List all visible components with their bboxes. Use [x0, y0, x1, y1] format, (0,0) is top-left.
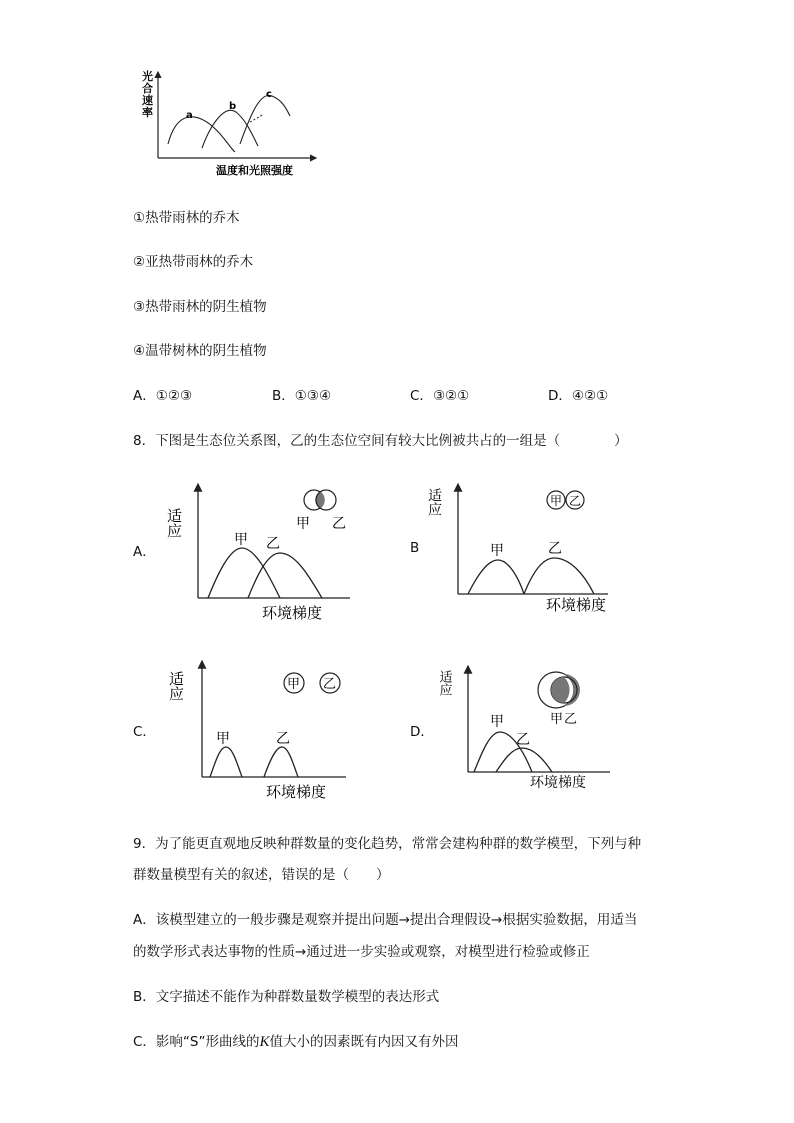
- q9-question-line2: 群数量模型有关的叙述，错误的是（ ）: [133, 867, 390, 883]
- q9-option-c-suffix: 值大小的因素既有内因又有外因: [269, 1034, 459, 1050]
- y-axis-label: 适应: [426, 488, 442, 516]
- y-axis-label: 适应: [165, 508, 183, 538]
- q7-option-b-letter: B．: [272, 388, 295, 404]
- q7-option-d[interactable]: [548, 384, 608, 404]
- q8-option-c-label[interactable]: C．: [133, 724, 156, 740]
- circle-yi-label: 乙: [569, 494, 582, 508]
- k-variable: K: [259, 1034, 270, 1050]
- curve-jia: [468, 560, 524, 594]
- q7-option-c-value: ③②①: [432, 388, 470, 404]
- q8-question: 8．下图是生态位关系图，乙的生态位空间有较大比例被共占的一组是（ ）: [133, 433, 628, 449]
- y-label-3: 速: [142, 94, 153, 107]
- curve-yi: [524, 558, 594, 594]
- overlap-fill: [551, 677, 570, 703]
- x-axis-label: 环境梯度: [262, 604, 323, 622]
- q8-graph-d: [436, 660, 620, 795]
- y-label-4: 率: [142, 106, 153, 119]
- q7-option-d-value: ④②①: [571, 388, 609, 404]
- circle-jia-label: 甲: [550, 712, 564, 727]
- dashed-line: [250, 114, 264, 122]
- photosynthesis-figure: [140, 66, 325, 181]
- curve-label-c: c: [266, 89, 272, 100]
- y-axis-label: 适应: [436, 670, 452, 696]
- q7-item-1: ①热带雨林的乔木: [133, 210, 240, 226]
- q8-option-a-label[interactable]: A．: [133, 544, 156, 560]
- overlap-region: [315, 492, 324, 509]
- circle-yi-label: 乙: [332, 516, 346, 532]
- x-axis-label: 环境梯度: [530, 775, 586, 791]
- curve-yi-label: 乙: [516, 732, 530, 748]
- q8-graph-a: [165, 478, 370, 628]
- curve-yi-label: 乙: [548, 541, 562, 557]
- q7-option-c[interactable]: [410, 384, 469, 404]
- y-label-1: 光: [142, 70, 153, 83]
- q8-graph-b: [428, 478, 628, 618]
- circle-yi-label: 乙: [323, 677, 337, 692]
- curve-yi: [496, 748, 552, 772]
- curve-yi-label: 乙: [276, 731, 290, 747]
- curve-jia-label: 甲: [234, 532, 248, 548]
- circle-jia-label: 甲: [287, 677, 301, 692]
- q7-option-c-letter: C．: [410, 388, 433, 404]
- circle-jia-label: 甲: [296, 516, 310, 532]
- curve-c: [240, 95, 290, 144]
- q9-option-a-line1[interactable]: A．该模型建立的一般步骤是观察并提出问题→提出合理假设→根据实验数据，用适当: [133, 912, 638, 928]
- circle-yi-label: 乙: [564, 712, 578, 727]
- q7-option-a[interactable]: [133, 384, 192, 404]
- q7-option-a-letter: A．: [133, 388, 156, 404]
- y-label-2: 合: [142, 82, 153, 95]
- circle-jia-label: 甲: [550, 494, 563, 508]
- q7-option-b-value: ①③④: [294, 388, 332, 404]
- y-axis-label: 适应: [167, 671, 185, 701]
- q9-option-c[interactable]: [133, 1030, 459, 1051]
- q7-option-d-letter: D．: [548, 388, 572, 404]
- curve-b: [202, 110, 258, 148]
- q7-item-4: ④温带树林的阴生植物: [133, 343, 267, 359]
- q8-option-b-label[interactable]: B: [410, 540, 420, 556]
- q8-graph-c: [167, 655, 360, 805]
- curve-yi: [264, 747, 298, 777]
- curve-jia-label: 甲: [490, 543, 504, 559]
- q9-option-b[interactable]: B．文字描述不能作为种群数量数学模型的表达形式: [133, 989, 440, 1005]
- q7-item-3: ③热带雨林的阴生植物: [133, 299, 267, 315]
- q7-item-2: ②亚热带雨林的乔木: [133, 254, 254, 270]
- x-axis-label: 环境梯度: [546, 596, 607, 614]
- curve-yi-label: 乙: [266, 536, 280, 552]
- curve-jia-label: 甲: [216, 731, 230, 747]
- x-axis-label: 环境梯度: [266, 783, 327, 801]
- curve-jia: [208, 548, 280, 598]
- curve-label-b: b: [229, 101, 237, 112]
- curve-jia-label: 甲: [490, 714, 504, 730]
- q7-option-a-value: ①②③: [155, 388, 193, 404]
- q8-option-d-label[interactable]: D．: [410, 724, 434, 740]
- q9-question-line1: 9．为了能更直观地反映种群数量的变化趋势，常常会建构种群的数学模型，下列与种: [133, 836, 642, 852]
- q7-option-b[interactable]: [272, 384, 331, 404]
- x-axis-label: 温度和光照强度: [216, 164, 293, 177]
- q9-option-c-prefix: C．影响“S”形曲线的: [133, 1034, 260, 1050]
- curve-jia: [210, 747, 242, 777]
- curve-label-a: a: [186, 110, 193, 121]
- q9-option-a-line2: 的数学形式表达事物的性质→通过进一步实验或观察，对模型进行检验或修正: [133, 944, 590, 960]
- curve-a: [168, 117, 235, 152]
